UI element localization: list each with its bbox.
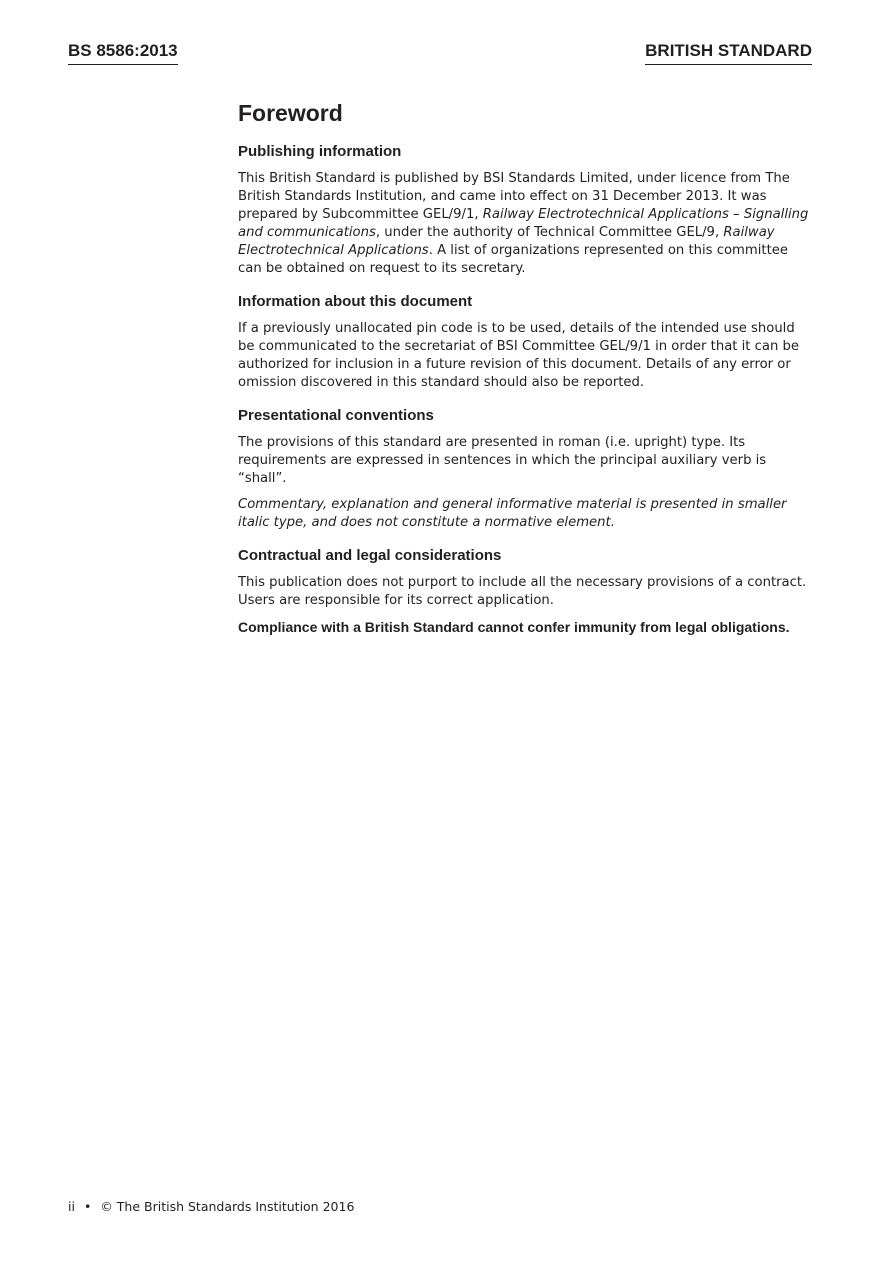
publishing-text-c: , under the authority of Technical Committee GEL/9, xyxy=(375,225,724,240)
page-title: Foreword xyxy=(238,100,343,126)
foreword-content xyxy=(238,98,813,644)
presentational-conventions-heading: Presentational conventions xyxy=(238,407,434,424)
compliance-statement: Compliance with a British Standard cannot confer immunity from legal obligations. xyxy=(238,619,790,635)
standard-number-header: BS 8586:2013 xyxy=(68,40,178,65)
presentational-conventions-paragraph: The provisions of this standard are presented in roman (i.e. upright) type. Its requirements are expressed in sentences in which the principal auxiliary verb is “shall”. xyxy=(238,435,767,486)
copyright-notice: © The British Standards Institution 2016 xyxy=(100,1199,355,1214)
publishing-text-e: . A list of organizations represented on this committee can be obtained on request to its secretary. xyxy=(238,243,788,276)
bullet-separator: • xyxy=(83,1199,92,1214)
publishing-information-paragraph xyxy=(238,170,813,278)
page-footer xyxy=(68,1198,354,1216)
page-number: ii xyxy=(68,1199,75,1214)
committee-title: Railway Electrotechnical Applications xyxy=(238,225,775,258)
contractual-legal-heading: Contractual and legal considerations xyxy=(238,547,502,564)
document-information-paragraph: If a previously unallocated pin code is to be used, details of the intended use should be communicated to the secretariat of BSI Committee GEL/9/1 in order that it can be authorized for inclusion in a future revision of this document. Details of any error or omission discovered in this standard should also be reported. xyxy=(238,321,800,390)
contractual-legal-paragraph: This publication does not purport to include all the necessary provisions of a contract. Users are responsible for its correct application. xyxy=(238,575,807,608)
commentary-note-paragraph: Commentary, explanation and general informative material is presented in smaller italic type, and does not constitute a normative element. xyxy=(238,497,787,530)
standard-type-header: BRITISH STANDARD xyxy=(645,40,812,65)
document-information-heading: Information about this document xyxy=(238,293,473,310)
publishing-information-heading: Publishing information xyxy=(238,143,402,160)
publishing-text-a: This British Standard is published by BSI Standards Limited, under licence from The British Standards Institution, and came into effect on 31 December 2013. It was prepared by Subcommittee GEL/9/1, xyxy=(238,171,790,222)
subcommittee-title: Railway Electrotechnical Applications – Signalling and communications xyxy=(238,207,809,240)
